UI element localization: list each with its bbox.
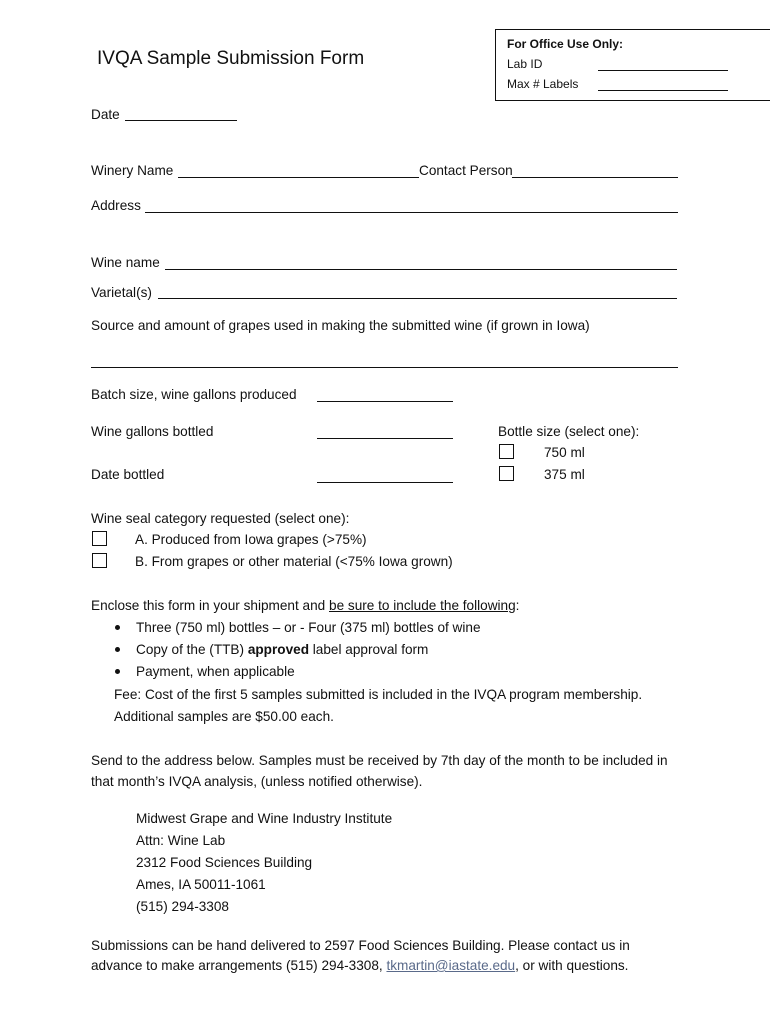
bottle-750-checkbox[interactable]: [499, 444, 514, 459]
bullet-icon: [115, 647, 120, 652]
date-bottled-label: Date bottled: [91, 467, 165, 482]
bottle-375-label: 375 ml: [544, 467, 585, 482]
date-label: Date: [91, 107, 120, 122]
fee-line-2: Additional samples are $50.00 each.: [114, 709, 334, 724]
send-line-1: Send to the address below. Samples must be received by 7th day of the month to be included in: [91, 753, 668, 768]
email-link[interactable]: tkmartin@iastate.edu: [386, 958, 516, 973]
address-line-2: Attn: Wine Lab: [136, 833, 226, 848]
varietals-field[interactable]: [158, 298, 677, 299]
enclose-intro-underlined: be sure to include the following: [329, 598, 516, 613]
enclose-intro-end: :: [515, 598, 520, 613]
footer-line-1: Submissions can be hand delivered to 2597 Food Sciences Building. Please contact us in: [91, 938, 630, 953]
office-use-box: [495, 29, 770, 101]
footer-line-2-start: advance to make arrangements (515) 294-3308,: [91, 958, 387, 973]
wine-name-field[interactable]: [165, 269, 677, 270]
bottle-size-label: Bottle size (select one):: [498, 424, 640, 439]
lab-id-label: Lab ID: [507, 57, 543, 71]
address-label: Address: [91, 198, 141, 213]
source-answer-field[interactable]: [91, 367, 678, 368]
lab-id-field[interactable]: [598, 70, 728, 71]
source-question: Source and amount of grapes used in making the submitted wine (if grown in Iowa): [91, 318, 590, 333]
batch-size-field[interactable]: [317, 401, 453, 402]
address-line-5: (515) 294-3308: [136, 899, 229, 914]
address-line-4: Ames, IA 50011-1061: [136, 877, 266, 892]
bullet-icon: [115, 669, 120, 674]
fee-line-1: Fee: Cost of the first 5 samples submitted is included in the IVQA program membership.: [114, 687, 643, 702]
send-line-2: that month’s IVQA analysis, (unless notified otherwise).: [91, 774, 423, 789]
gallons-bottled-field[interactable]: [317, 438, 453, 439]
enclose-bullet-2-bold: approved: [247, 642, 309, 657]
seal-category-label: Wine seal category requested (select one):: [91, 511, 350, 526]
varietals-label: Varietal(s): [91, 285, 152, 300]
seal-b-label: B. From grapes or other material (<75% Iowa grown): [135, 554, 453, 569]
winery-name-field[interactable]: [178, 177, 419, 178]
date-field[interactable]: [125, 120, 237, 121]
office-heading: For Office Use Only:: [507, 37, 624, 51]
enclose-bullet-1: Three (750 ml) bottles – or - Four (375 ml) bottles of wine: [136, 620, 481, 635]
gallons-bottled-label: Wine gallons bottled: [91, 424, 214, 439]
address-line-3: 2312 Food Sciences Building: [136, 855, 313, 870]
seal-b-checkbox[interactable]: [92, 553, 107, 568]
enclose-intro: [91, 597, 519, 615]
enclose-bullet-2: [136, 641, 428, 659]
enclose-bullet-3: Payment, when applicable: [136, 664, 295, 679]
max-labels-field[interactable]: [598, 90, 728, 91]
bottle-750-label: 750 ml: [544, 445, 585, 460]
wine-name-label: Wine name: [91, 255, 160, 270]
address-line-1: Midwest Grape and Wine Industry Institute: [136, 811, 393, 826]
max-labels-label: Max # Labels: [507, 77, 579, 91]
enclose-bullet-2-end: label approval form: [309, 642, 429, 657]
bottle-375-checkbox[interactable]: [499, 466, 514, 481]
page-title: IVQA Sample Submission Form: [97, 48, 365, 69]
seal-a-checkbox[interactable]: [92, 531, 107, 546]
contact-person-field[interactable]: [512, 177, 678, 178]
enclose-intro-text: Enclose this form in your shipment and: [91, 598, 330, 613]
enclose-bullet-2-text: Copy of the (TTB): [136, 642, 248, 657]
date-bottled-field[interactable]: [317, 482, 453, 483]
seal-a-label: A. Produced from Iowa grapes (>75%): [135, 532, 367, 547]
address-field[interactable]: [145, 212, 678, 213]
batch-size-label: Batch size, wine gallons produced: [91, 387, 297, 402]
bullet-icon: [115, 625, 120, 630]
footer-line-2: [91, 957, 628, 975]
contact-person-label: Contact Person: [419, 163, 513, 178]
winery-name-label: Winery Name: [91, 163, 174, 178]
footer-line-2-end: , or with questions.: [515, 958, 629, 973]
